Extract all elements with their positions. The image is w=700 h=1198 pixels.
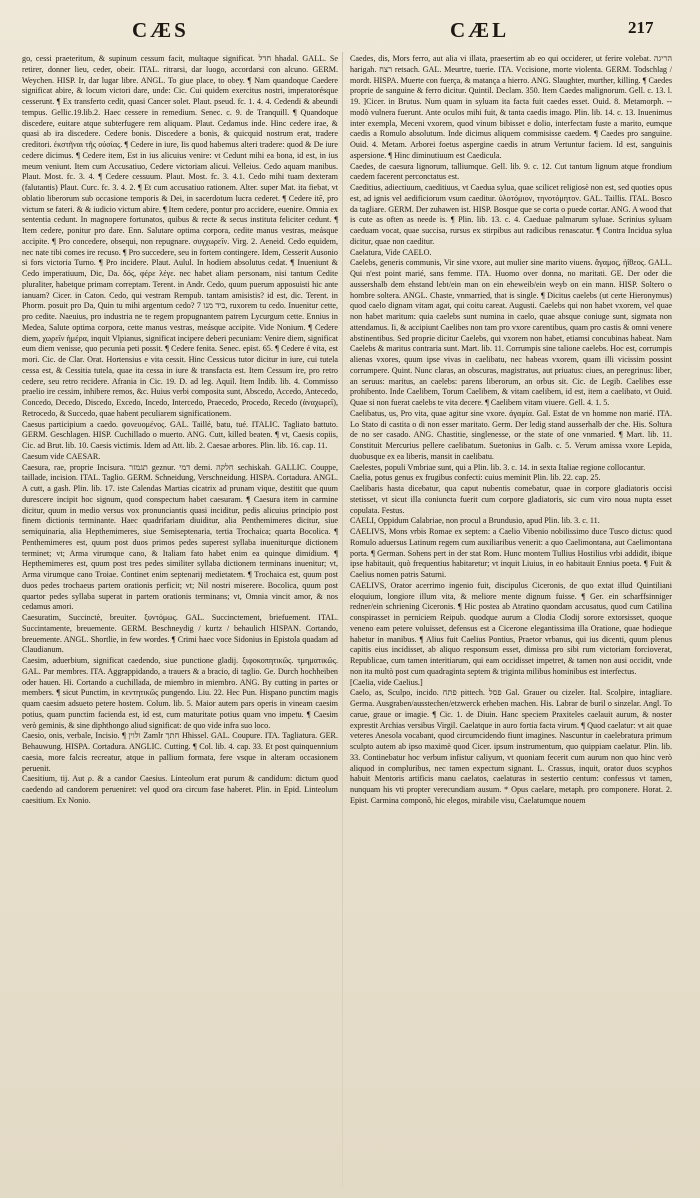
left-running-headword: CÆS (132, 18, 189, 42)
entry-caelatura: Caelatura, Vide CAELO. (350, 247, 432, 257)
entry-caelibaris: Caelibaris hasta dicebatur, qua caput nubentis comebatur, quae in corpore gladiatoris occisi stetisset, vt sicut illa coniuncta fuerit cum corpore gladiatoris, sic cum viro noua nupta esset copulata. Festus. (350, 484, 672, 515)
entry-caelius-orator: CAELIVS, Orator acerrimo ingenio fuit, discipulus Ciceronis, de quo extat illud Quintiliani eloquium, longiore illum vita, & meliore mente dignum fuisse. ¶ Ger. ein scharffsinniger redner/ein schriening Ciceronis. ¶ Hic postea ab Atratino quondam accusatus, quod cum Catilina conspirasset in perniciem Reipub. quodque aurum a Clodia Clodij sorore extorsisset, quoque veneno eam petere voluisset, defensus est a Cicerone elegantissima illa Oratione, quae hodieque habetur in manibus. ¶ Alius fuit Caelius Pontius, Praetor vrbanus, qui ius dicenti, quum plenus capitis eius incidisset, ab aliquo responsum esset, dimissa pro sibi rum victoriam forcioverat, Republicae, cum tamen interitiarum, qui eam occidisset impetret, & tamen non ausi occidit, vnde non ita multò post cum quadraginta septem & triginta milibus hominibus est interfectus. (350, 580, 672, 676)
column-gutter (342, 52, 343, 1187)
entry-caeli: CAELI, Oppidum Calabriae, non procul a Brundusio, apud Plin. lib. 3. c. 11. (350, 516, 600, 526)
entry-caelius-mons: CAELIVS, Mons vrbis Romae ex septem: a Caelio Vibenio nobilissimo duce Tusco dictus: quod Romulo aduersus Latinum regem cum auxiliaribus venerit: a quo Caelimontana, aut Caelimontana porta. ¶ German. Sohens pert in der stat Rom. Hunc montem Tullius Hostilius vrbi addidit, ibique ipse habitauit, quò frequentius habitaretur; vt inquit Liuius, in eo habitauit Ennius poeta. ¶ Fuit & Caelius nomen patris Saturni. (350, 527, 672, 579)
entry-caedes: Caedes, dis, Mors ferro, aut alia vi illata, praesertim ab eo qui occiderer, ut ferire volebat. הריגה harigah. רצח retsach. GAL. Meurtre, tuerie. ITA. Vccisione, morte violenta. GERM. Todschlag / mordt. HISPA. Muerte con fuerça, & matança a hierro. ANG. Slaughter, murther, killing. ¶ Caedes proprie de sanguine & ferro dicitur. Quintil. Declam. 350. Item Caedes malignorum. Gell. c. 13. l. 19. ]Cicer. in Brutus. Num quam in syluam ita facta fuit caedes esset. Ouid. 8. Metamorph. -- modò vulnera fuerunt. Ante oculos mihi fuit, & tanta caedis imago. Plin. lib. 14. c. 13. Inuenimus inter exempla, Meceni vxorem, quod vinum bibisset e dolio, interfectam fuste a marito, eumque caedis a Romulo absolutum. Inde dicimus aliquem commisisse caedem. ¶ Caedes pro sanguine. Ouid. 4. Metam. Arborei foetus aspergine caedis in atrum Vertuntur faciem. Id est, sanguinis aspersione. ¶ Hinc diminutiuum est Caedicula. (350, 54, 672, 160)
entry-caedes-lignorum: Caedes, de caesura lignorum, talliumque. Gell. lib. 9. c. 12. Cut tantum lignum atque frondium caedem facerent perconctatus est. (350, 161, 672, 182)
entry-caesus: Caesus participium a caedo. φονευομένος. GAL. Taillé, batu, tué. ITALIC. Tagliato battuto. GERM. Geschlagen. HISP. Cuchillado o muerto. ANG. Cutt, killed beaten. ¶ vt, Caesis copiis, Cic. ad Brut. lib. 10. Caesis victimis. Idem ad Att. lib. 2. Caesae arbores. Plin. lib. 16. cap. 11. (22, 419, 338, 450)
entry-caelo: Caelo, as, Sculpo, incido. פתח pittech. פסל Gal. Grauer ou cizeler. Ital. Scolpire, intagliare. Germa. Ausgraben/ausstechen/etzwerck erheben machen. His. Labrar de buril o sinzelar. Angl. To carue, graue or imagie. ¶ Cic. 1. de Diuin. Hanc speciem Praxiteles caelauit aurum, & noster exprestit Archias versibus Virgil. Caelatque in auro fortia facta virum. ¶ Quod caelatur: vt ait quae veteres Anesola vocabant, quod circumcidendo fiunt imagines. Nascuntur in caelebratura primum sculpto autem ab ipso maximè quod Cicer. ipsum instrumentum, quo quippiam caelatur. Plin. lib. 33. Continebatur hoc verbum infistur caliyum, vt quoniam fecerit cum aurum non quo hinc verò aliquod in compluribus, nec tamen expectum signant. L. Crassus, inquit, orator duos scyphos habuit Mentoris artificis manu caelatos, caelaturas in sestertio centum: confessus vt tamen, nunquam his vti propter verecundiam ausum. * Opus caelare, metaph. pro componere. Horat. 2. Epist. Carmina componō, hic elegos, mirabile visu, Caelatumque nouem (350, 688, 672, 805)
page-number: 217 (628, 18, 654, 37)
entry-caesura: Caesura, rae, proprie Incisura. תגמזר geznur. דמי demi. חלקה sechiskah. GALLIC. Couppe, taillade, incision. ITAL. Taglio. GERM. Schneidung, Verschneidung. HISPA. Cortadura. ANGL. A cutt, a gash. Plin. lib. 17. iste Calendas Martias cicatrix ad prunam vique, destitit que quum durescere incipit hoc signum, quod conspectum habet caesuram. ¶ Caesura item in carmine dicitur, quum in medio versus vox pronunciantis quasi inciditur, pedis alicuius principio post finem dictionis terminante. Haec quadrifariam diuiditur, alia Penthemimeres dicitur, siue semiquinaria, alia Hepthemimeres, siue Semiseptenaria, tertia Trochaica; quarta Bocolica. ¶ Penthemimeres est, quum post duos primos pedes superest syllaba inueniturque dictionem terminet; vt; Arma virumque cano, & Italiam fato habet enim ea quinque dimidium. ¶ Hepthemimeres est, quum post tres pedes similiter syllaba dictionem terminans inuenitur; vt, Arma virumque cano Troiae. Continet enim septenarij medietatem. ¶ Trochaica est, quum post duos pedes trochaeus partem orationis perficit; vt; Nil nostri miserere. Bocolica, quum post quartor pedes syllaba superat in partem orationis terminans; vt, Omnia vincit amor, & nos cedamus amori. (22, 462, 338, 612)
entry-caelia: Caelia, potus genus ex frugibus confecti: cuius meminit Plin. lib. 22. cap. 25. (350, 473, 601, 483)
entry-caesim: Caesim, aduerbium, significat caedendo, siue punctione gladij. ξιφοκοπητικῶς. τμηματικῶς. GAL. Par membres. ITA. Aggrappidando, a trauers & a bracio, di taglio. Ge. Durch hochheiben oder hauen. Hi. Cortando a cuchillada, de miembro in miembro. ANG. By cutting in partes or members. ¶ sicut Punctim, in κεντητικῶς pungendo. Liu. 22. Hec Pun. Hispano punctim magis quam caesim adsueto petere hostem. Colum. lib. 5. Maior autem pars operis in vineam caesim potius, quam punctim facienda est, id est, cum maturitate potius quam vno impetu. ¶ Caesim verò geminis, & sine diphthongo aliud significat: de quo vide infra suo loco. (22, 656, 338, 730)
left-column (22, 54, 338, 1184)
entry-caeditius: Caeditius, adiectiuum, caeditiuus, vt Caedua sylua, quae scilicet religiosè non est, sed quoties opus est, ad ignis vel aedificiorum vsum caeditur. ὑλοτόμιον, τηνοτόμητον. GAL. Taillis. ITAL. Bosco da tagliare. GERM. Der zuhawen ist. HISP. Bosque que se corta o puede cortar. ANG. A wood that is cute as often as neede is. ¶ Plin. lib. 13. c. 4. Caeduae palmarum syluae. Scrinius syluam caeduam vocat, quae succisa, rursus ex stirpibus aut radicibus renascatur. ¶ Contra Incidua sylua dicitur, quae non caeditur. (350, 183, 672, 246)
entry-caesitium: Caesitium, tij. Aut ρ. & a candor Caesius. Linteolum erat purum & candidum: dictum quod caedendo ad candorem perueniret: vel quod ora circum fase haberet. Plin. in Epid. Linteolum caesitium. Ex Nonio. (22, 774, 338, 805)
entry-caesuratim: Caesuratim, Succinctè, breuiter. ξυντόμως. GAL. Succinctement, briefuement. ITAL. Succintamente, breuemente. GERM. Beschneydig / kurtz / behaulich HISPAN. Cortando, breuemente. ANGL. Shortlie, in few wordes. ¶ Crimi haec voce Sidonius in Epistola quadam ad Claudianum. (22, 613, 338, 655)
entry-caelia-ref: [Caelia, vide Caelius.] (350, 677, 423, 687)
entry-cedo: go, cessi praeteritum, & supinum cessum facit, multaque significat. חדל hhadal. GALL. Se retirer, donner lieu, ceder, obeir. ITAL. ritrarsi, dar luogo, accordarsi con alcuno. GERM. Weychen. HISP. Ir, dar lugar libre. ANGL. To giue place, to obey. ¶ Nam quandoque Caedere significat abire, & locum victori dare, unde: Cic. Cui quidem exercitus nostri, imperatorésque cesserunt. ¶ Ex transferto cedit, quasi Cancer solet. Plaut. pseud. fc. 1. 4. 4. Cedendi & abeundi tempus. Gellic.19.lib.2. Haec cessere in remedium. Senec. c. 9. de Tranquill. ¶ Quandoque discedere, euitare atque subterfugere rem aliquam. Plaut. Cedamus inde. Hinc cedere irae, & quasi ab ira discedere. Cedere bonis. Discedere a bonis, & quicquid nostrum erat, tradere creditori. ἐκστῆναι τῆς οὐσίας. ¶ Cedere in iure, Iis quod habemus alteri tradere: quod & De iure cedere dicimus. ¶ Cedere item, Est in ius alicuius venire: vt Cedunt mihi ea bona, id est, in ius meum veniunt. Item cum Accusatiuo, Cedere victoriam alicui. Velleius. Cedo aquam manibus. Plaut. Most. fc. 3. 4. ¶ Cedere cessuum. Plaut. Most. fc. 3. 4.1. Cedo mihi tuam dexteram (falutantis) Plaut. Curc. fc. 3. 4. 2. ¶ Et cum accusatiuo rationem. Alter. super Mat. ita fiebat, vt oblatio liberorum sub occasione temporis & Dei, in sacerdotum lucra cederet. ¶ Cedere itē, pro victum se fateri. & & iudicio victum abire. ¶ Item cedere, pontur pro accidere, euenire. Omnia ex sententia cedunt. In magnopere fortunatos, quibus & recte & secus instituta feliciter cedunt. ¶ Item cedere, ponitur pro dare. Enn. Salutare optima corpora, cedite manus vestras, meásque accipite. ¶ Pro concedere, obsequi, non repugnare. συγχωρεῖν. Virg. 2. Aeneid. Cedo equidem, nec nate tibi comes ire recuso. ¶ Pro succedere, seu in fortem contingere. Idem, Cesserit Ausonio si fors victoria Turno. ¶ Pro incidere. Plaut. Aulul. In hodiem absolutus cedat. ¶ Inueniunt & Cedo imperatiuum, Dic, Da. δός, φέρε λέγε. nec habet aliam personam, nisi tantum Cedite pluraliter, habetque primam correptam. Terent. in Andr. Cedo, quum puerum apposuisti hic ante ianuam? Cicer. in Caton. Cedo, qui vestram Rempub. tantam amisistis? id est, dic. Terent. in Phorm. posuit pro Da, Quin tu mihi argentum cedo? 7 ביד מנו, ruxorem tu cedo. Inuenitur cette, pro cedite. Naeuius, pro industria ne te regem propugnantem patrem Lycurgum cette. Ennius in Medea, Salute optima corpora, cette manus vestras, meásque accipite. Vide Nonium. ¶ Cedere diem, χωρεῖν ἡμέρα, inquit Vlpianus, significat incipere deberi pecuniam: Venire diem, significat eum diem venisse, quo pecunia peti possit. ¶ Cedere fenita. Senec. epist. 65. ¶ Cedere é vita, est mori. Cic. de Clar. Orat. Hortensius e vita cessit. Hinc Cessicus tutor dicitur in iure, cui tutela cessa est, & Cessitia tutela, quae ita cessa in iure & transfacta est. Item Cessum ire, pro retro cedere, seu retro recidere. Afrania in Cic. 19. D. ad leg. Aquil. Item Indib. lib. 4. Commisso praelio ire cessim, inhibere remos, &c. Huius verbi composita sunt, Abscedo, Accedo, Antecedo, Concedo, Decedo, Discedo, Excedo, Incedo, Intercedo, Praecedo, Procedo, Recedo (ἀναχωρεῖ), Retrocedo, & Succedo, quae habent peculiarem significationem. (22, 54, 338, 418)
entry-caelestes: Caelestes, populi Vmbriae sunt, qui a Plin. lib. 3. c. 14. in sexta Italiae regione collocantur. (350, 462, 646, 472)
entry-caelebs: Caelebs, generis communis, Vir sine vxore, aut mulier sine marito viuens. ἄγαμος, ἠΐθεος. GALL. Qui n'est point marié, sans femme. ITA. Huomo over donna, no maritati. GE. Der oder die aussershalb dem ehstand lebt/ein man on ein eheweib/ein weyb on ein mann. HISP. Soltero o hombre soltera. ANGL. Chaste, vnmarried, that is single. ¶ Dicitus caelebs (ut certe Hieronymus) quod caelo dignam vitam agat, qui coitu careat. Augusti. Caelebs qui non habet vxorem, vel quae non habet maritum: quia caelebs sunt numina in caelo, quae absque coniuge sunt, sigmata non attendamus. Ii, & accipiunt Caelibes non tam pro vxore carentibus, quam pro castis & omni venere abstinentibus. Sed proprie dicitur Caelebs, qui vxorem non habet, etiamsi concubinas habeat. Nam Caelebs & maritus contraria sunt. Mart. lib. 11. Corrumpis sine talione caelebs. Hoc est, corrumpis alienas vxores, quum ipse vivas in caelibatu, nec habeas vxorem, quam illi vicissim possint corrumpere. Quint. Nunc claras, an obscuras, magistratus, aut priuatus: ciues, an peregrinus: liber, an seruus: maritus, an caelebs: parens liberorum, an orbus sit. Cic. de Legib. Caelibes esse prohibento. Inde Caelibem, Torum Caelibem, & vitam caelibem, id est, item a caelibato, vt Ouid. Quae si non fuerat caelebs te vita decere. ¶ Caelibem vitam viuere. Gell. 4. 1. 5. (350, 258, 672, 407)
entry-caesio: Caesio, onis, verbale, Incisio. ¶ ולוין Zamlr חתך Hhissel. GAL. Coupure. ITA. Tagliatura. GER. Behauwung. HISPA. Cortadura. ANGLIC. Cutting. ¶ Col. lib. 4. cap. 33. Et post quinquennium caesia, more falcis recreatur, atque in pallium formata, fere vsque in alteram occasionem peruenit. (22, 731, 338, 773)
page-header (0, 18, 700, 44)
entry-caelibatus: Caelibatus, us, Pro vita, quae agitur sine vxore. ἀγαμία. Gal. Estat de vn homme non marié. ITA. Lo Stato di castita o di non esser maritato. Germ. Der ledig stand ausserhalb der che. His. Soltura de no ser casado. ANG. Chastitie, singlenesse, or the state of one vnmaried. ¶ Mart. lib. 11. Constituit Mercurius pellere caelibatum. Suetonius in Galb. c. 5. Verum amissa vxore Lepida, duobusque ex ea liberis, mansit in caelibatu. (350, 408, 672, 461)
entry-caesum: Caesum vide CAESAR. (22, 451, 101, 461)
right-running-headword: CÆL (450, 18, 510, 42)
right-column (350, 54, 672, 1184)
